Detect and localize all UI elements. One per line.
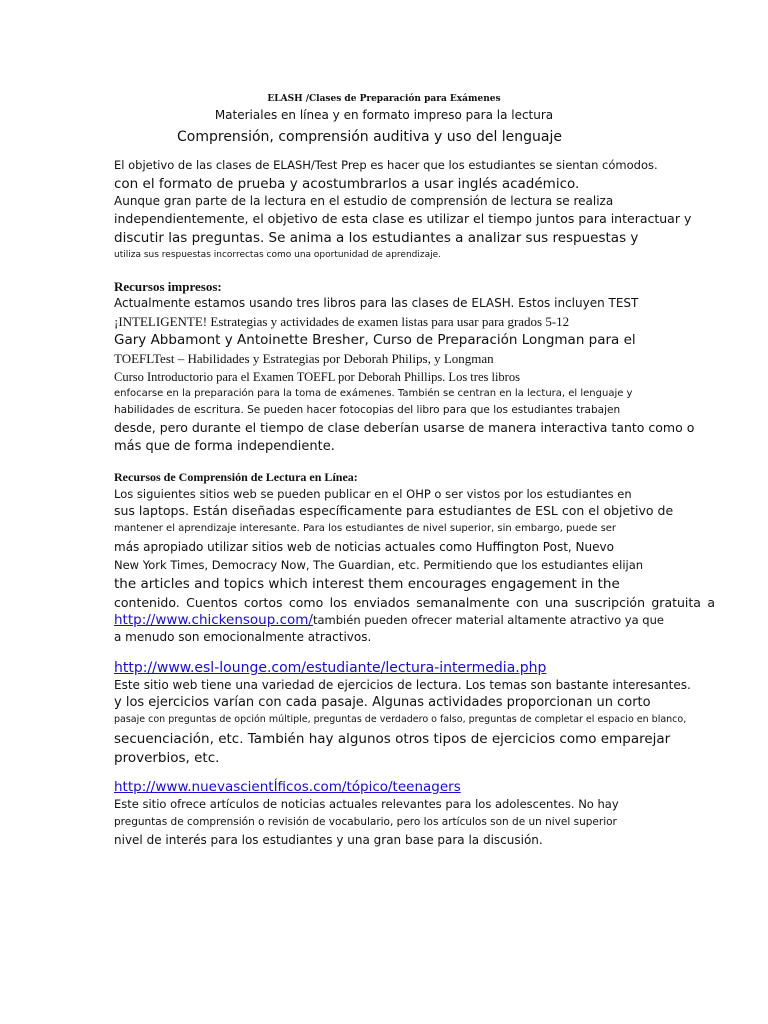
site-description-line: Este sitio ofrece artículos de noticias actuales relevantes para los adolescentes. No hay: [114, 797, 619, 811]
intro-line: con el formato de prueba y acostumbrarlos a usar inglés académico.: [114, 176, 580, 192]
online-resources-line: sus laptops. Están diseñadas específicamente para estudiantes de ESL con el objetivo de: [114, 503, 674, 518]
new-scientist-link[interactable]: http://www.nuevascientÍficos.com/tópico/teenagers: [114, 779, 461, 795]
print-resources-line: habilidades de escritura. Se pueden hacer fotocopias del libro para que los estudiantes trabajen: [114, 404, 621, 416]
intro-line: Aunque gran parte de la lectura en el estudio de comprensión de lectura se realiza: [114, 194, 614, 208]
site-description-line: preguntas de comprensión o revisión de vocabulario, pero los artículos son de un nivel superior: [114, 816, 617, 828]
print-resources-line: Gary Abbamont y Antoinette Bresher, Curso de Preparación Longman para el: [114, 332, 636, 348]
chickensoup-line: [114, 613, 664, 629]
online-resources-last-line: a menudo son emocionalmente atractivos.: [114, 630, 372, 644]
print-resources-line: enfocarse en la preparación para la toma de exámenes. También se centran en la lectura, el lenguaje y: [114, 388, 633, 399]
site-description-line: Este sitio web tiene una variedad de ejercicios de lectura. Los temas son bastante interesantes.: [114, 678, 691, 692]
document-topic: Comprensión, comprensión auditiva y uso del lenguaje: [177, 129, 563, 145]
print-resources-line: TOEFLTest – Habilidades y Estrategias por Deborah Philips, y Longman: [114, 351, 494, 366]
esl-lounge-link[interactable]: http://www.esl-lounge.com/estudiante/lectura-intermedia.php: [114, 660, 547, 676]
chickensoup-line-text: también pueden ofrecer material altamente atractivo ya que: [312, 613, 664, 627]
online-resources-line: New York Times, Democracy Now, The Guardian, etc. Permitiendo que los estudiantes elijan: [114, 558, 644, 572]
online-resources-line: más apropiado utilizar sitios web de noticias actuales como Huffington Post, Nuevo: [114, 540, 614, 554]
online-resources-heading: Recursos de Comprensión de Lectura en Línea:: [114, 470, 358, 484]
site-description-line: y los ejercicios varían con cada pasaje. Algunas actividades proporcionan un corto: [114, 695, 651, 710]
print-resources-line: Actualmente estamos usando tres libros para las clases de ELASH. Estos incluyen TEST: [114, 296, 639, 310]
site-description-line: pasaje con preguntas de opción múltiple, preguntas de verdadero o falso, preguntas de completar el espacio en blanco,: [114, 714, 687, 725]
site-description-line: nivel de interés para los estudiantes y una gran base para la discusión.: [114, 833, 543, 847]
print-resources-line: Curso Introductorio para el Examen TOEFL por Deborah Phillips. Los tres libros: [114, 370, 520, 384]
document-title: ELASH /Clases de Preparación para Exámenes: [267, 94, 501, 104]
online-resources-line: the articles and topics which interest them encourages engagement in the: [114, 576, 620, 592]
print-resources-heading: Recursos impresos:: [114, 279, 222, 294]
intro-line: discutir las preguntas. Se anima a los estudiantes a analizar sus respuestas y: [114, 230, 639, 246]
document-subtitle: Materiales en línea y en formato impreso para la lectura: [214, 108, 554, 122]
site-description-line: proverbios, etc.: [114, 750, 220, 766]
print-resources-line: desde, pero durante el tiempo de clase deberían usarse de manera interactiva tanto como o: [114, 420, 695, 435]
online-resources-line: contenido. Cuentos cortos como los enviados semanalmente con una suscripción gratuita a: [114, 595, 715, 610]
intro-line: utiliza sus respuestas incorrectas como una oportunidad de aprendizaje.: [114, 250, 441, 260]
chickensoup-link[interactable]: http://www.chickensoup.com/: [114, 612, 313, 628]
site-description-line: secuenciación, etc. También hay algunos otros tipos de ejercicios como emparejar: [114, 731, 671, 747]
print-resources-line: más que de forma independiente.: [114, 439, 335, 454]
intro-line: independientemente, el objetivo de esta clase es utilizar el tiempo juntos para interactuar y: [114, 211, 692, 226]
intro-line: El objetivo de las clases de ELASH/Test Prep es hacer que los estudiantes se sientan cómodos.: [114, 158, 658, 172]
online-resources-line: Los siguientes sitios web se pueden publicar en el OHP o ser vistos por los estudiantes en: [114, 487, 632, 501]
online-resources-line: mantener el aprendizaje interesante. Para los estudiantes de nivel superior, sin embargo, puede ser: [114, 523, 617, 534]
print-resources-line: ¡INTELIGENTE! Estrategias y actividades de examen listas para usar para grados 5-12: [114, 314, 570, 329]
